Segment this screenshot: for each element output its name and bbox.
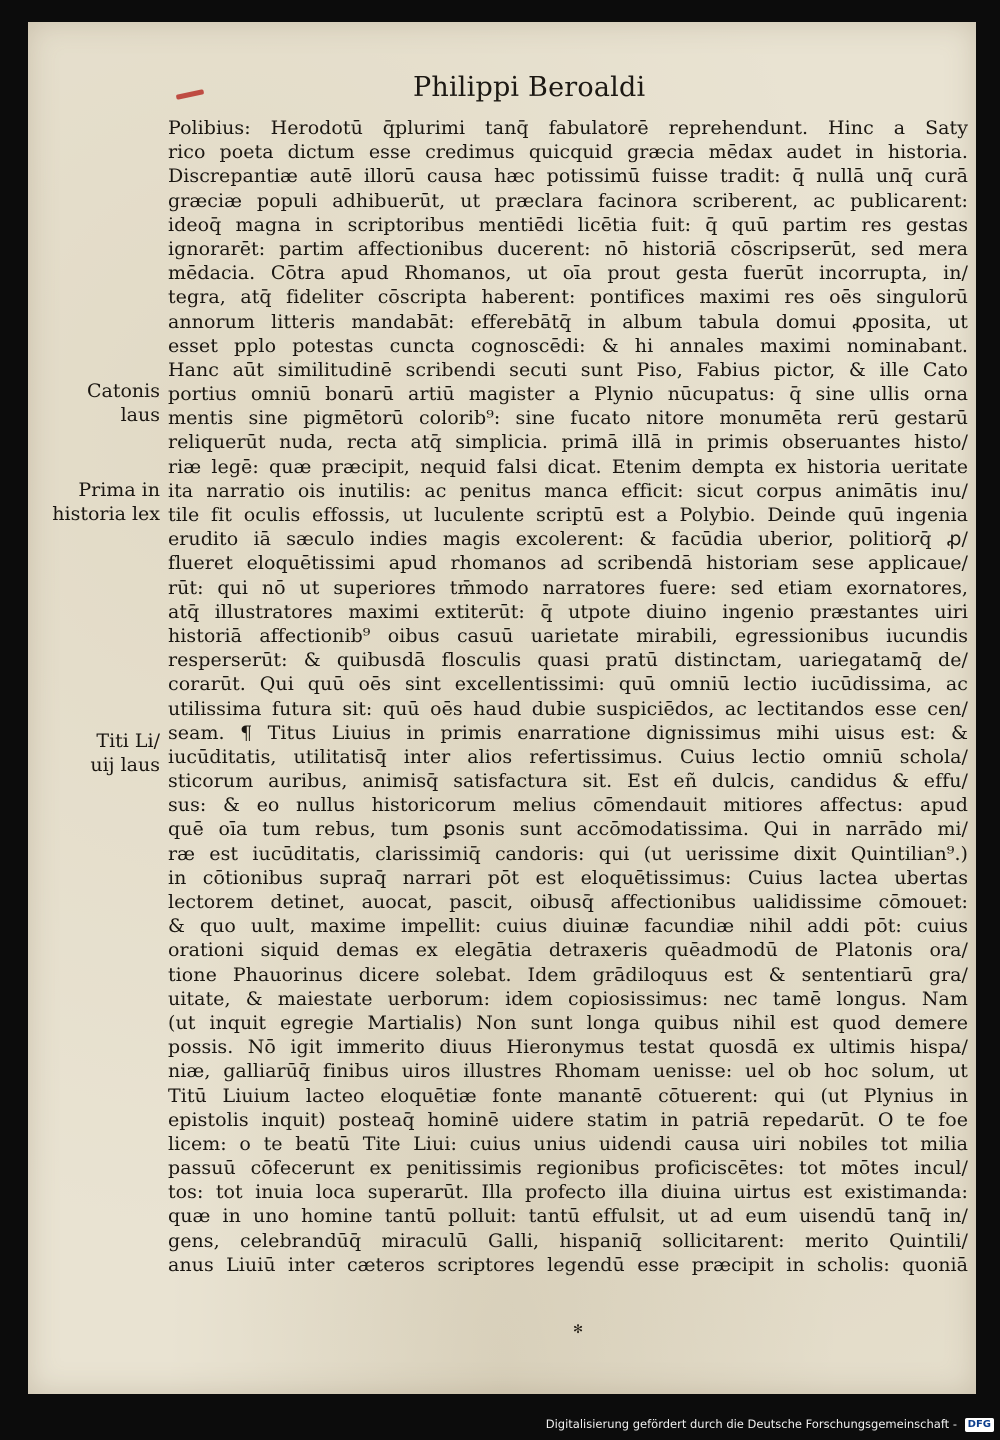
text-line: gens, celebrandūq̄ miraculū Galli, hispaniq̄ sollicitarent: merito Quintili/ <box>168 1229 968 1252</box>
text-line: ideoq̄ magna in scriptoribus mentiēdi licētia fuit: q̄ quū partim res gestas <box>168 213 968 236</box>
digitization-footer <box>546 1414 994 1434</box>
margin-note-line: uij laus <box>90 754 160 776</box>
text-line: anus Liuiū inter cæteros scriptores legendū esse præcipit in scholis: quoniā <box>168 1253 968 1276</box>
text-line: iucūditatis, utilitatisq̄ inter alios refertissimus. Cuius lectio omniū schola/ <box>168 745 968 768</box>
text-line: rūt: qui nō ut superiores tm̄modo narratores fuere: sed etiam exornatores, <box>168 576 968 599</box>
text-line: atq̄ illustratores maximi extiterūt: q̄ utpote diuino ingenio præstantes uiri <box>168 600 968 623</box>
text-line: tegra, atq̄ fideliter cōscripta haberent: pontifices maximi res oēs singulorū <box>168 286 968 309</box>
text-line: ignorarēt: partim affectionibus ducerent: nō historiā cōscripserūt, sed mera <box>168 237 968 260</box>
text-line: ita narratio ois inutilis: ac penitus manca efficit: sicut corpus animātis inu/ <box>168 479 968 502</box>
text-line: possis. Nō igit immerito diuus Hieronymus testat quosdā ex ultimis hispa/ <box>168 1036 968 1059</box>
text-line: reliquerūt nuda, recta atq̄ simplicia. primā illā in primis obseruantes histo/ <box>168 431 968 454</box>
text-line: (ut inquit egregie Martialis) Non sunt longa quibus nihil est quod demere <box>168 1011 968 1034</box>
text-line: in cōtionibus supraq̄ narrari pōt est eloquētissimus: Cuius lactea ubertas <box>168 866 968 889</box>
text-line: lectorem detinet, auocat, pascit, oibusq̄ affectionibus ualidissime cōmouet: <box>168 891 968 913</box>
dfg-logo-icon: DFG <box>965 1418 994 1432</box>
text-line: riæ legē: quæ præcipit, nequid falsi dicat. Etenim dempta ex historia ueritate <box>168 455 968 478</box>
text-line: esset pplo potestas cuncta cognoscēdi: & hi annales maximi nominabant. <box>168 334 968 357</box>
text-line: niæ, galliarūq̄ finibus uiros illustres Rhomam uenisse: uel ob hoc solum, ut <box>168 1060 968 1083</box>
margin-note-prima <box>44 478 160 526</box>
text-line: sus: & eo nullus historicorum melius cōmendauit mitiores affectus: apud <box>168 794 968 817</box>
text-line: sticorum auribus, animisq̄ satisfactura sit. Est eñ dulcis, candidus & effu/ <box>168 770 968 793</box>
text-line: Titū Liuium lacteo eloquētiæ fonte manantē cōtuerent: qui (ut Plynius in <box>168 1084 968 1107</box>
book-page <box>28 22 976 1394</box>
text-line: uitate, & maiestate uerborum: idem copiosissimus: nec tamē longus. Nam <box>168 987 968 1010</box>
text-line: Polibius: Herodotū q̄plurimi tanq̄ fabulatorē reprehendunt. Hinc a Saty <box>168 117 968 139</box>
text-line: resperserūt: & quibusdā flosculis quasi pratū distinctam, uariegatamq̄ de/ <box>168 649 968 672</box>
text-line: Discrepantiæ autē illorū causa hæc potissimū fuisse tradit: q̄ nullā unq̄ curā <box>168 165 968 188</box>
margin-note-line: Catonis <box>86 380 160 402</box>
margin-note-catonis <box>68 379 160 427</box>
text-line: corarūt. Qui quū oēs sint excellentissimi: quū omniū lectio iucūdissima, ac <box>168 673 968 696</box>
text-line: flueret eloquētissimi apud rhomanos ad scribendā historiam sese applicaue/ <box>168 552 968 575</box>
folio-ornament: ✻ <box>573 1322 584 1336</box>
text-line: Hanc aūt similitudinē scribendi secuti sunt Piso, Fabius pictor, & ille Cato <box>168 358 968 381</box>
margin-note-titi <box>68 729 160 777</box>
text-line: portius omniū bonarū artiū magister a Plynio nūcupatus: q̄ sine ullis orna <box>168 383 968 406</box>
text-line: tos: tot inuia loca superarūt. Illa profecto illa diuina uirtus est existimanda: <box>168 1181 968 1204</box>
text-line: ræ est iucūditatis, clarissimiq̄ candoris: qui (ut uerissime dixit Quintilian⁹.) <box>168 842 968 865</box>
text-line: mentis sine pigmētorū colorib⁹: sine fucato nitore monumēta rerū gestarū <box>168 407 968 430</box>
margin-note-line: Titi Li/ <box>96 730 160 752</box>
text-line: orationi siquid demas ex elegātia detraxeris quēadmodū de Platonis ora/ <box>168 939 968 962</box>
text-line: historiā affectionib⁹ oibus casuū uarietate mirabili, egressionibus iucundis <box>168 624 968 647</box>
text-line: rico poeta dictum esse credimus quicquid græcia mēdax audet in historia. <box>168 141 968 164</box>
margin-note-line: historia lex <box>52 503 160 525</box>
body-text-block <box>168 116 968 1277</box>
text-line: erudito iā sæculo indies magis excolerent: & facūdia uberior, politiorq̄ ꝓ/ <box>168 528 968 551</box>
text-line: & quo uult, maxime impellit: cuius diuinæ facundiæ nihil addi pōt: cuius <box>168 915 968 938</box>
text-line: utilissima futura sit: quū oēs haud dubie suspiciēdos, ac lectitandos esse cen/ <box>168 697 968 720</box>
footer-text: Digitalisierung gefördert durch die Deutsche Forschungsgemeinschaft - <box>545 1417 957 1431</box>
text-line: seam. ¶ Titus Liuius in primis enarratione dignissimus mihi uisus est: & <box>168 721 968 744</box>
margin-note-line: laus <box>120 404 160 426</box>
text-line: quæ in uno homine tantū polluit: tantū effulsit, ut ad eum uisendū tanq̄ in/ <box>168 1205 968 1228</box>
text-line: quē oīa tum rebus, tum ꝑsonis sunt accōmodatissima. Qui in narrādo mi/ <box>168 818 968 841</box>
text-line: tile fit oculis effossis, ut luculente scriptū est a Polybio. Deinde quū ingenia <box>168 504 968 526</box>
text-line: annorum litteris mandabāt: efferebātq̄ in album tabula domui ꝓposita, ut <box>168 310 968 333</box>
text-line: tione Phauorinus dicere solebat. Idem grādiloquus est & sententiarū gra/ <box>168 963 968 986</box>
text-line: epistolis inquit) posteaq̄ hominē uidere statim in patriā repedarūt. O te foe <box>168 1108 968 1131</box>
running-head: Philippi Beroaldi <box>413 72 646 103</box>
text-line: mēdacia. Cōtra apud Rhomanos, ut oīa prout gesta fuerūt incorrupta, in/ <box>168 262 968 285</box>
text-line: græciæ populi adhibuerūt, ut præclara facinora scriberent, ac publicarent: <box>168 189 968 212</box>
text-line: licem: o te beatū Tite Liui: cuius unius uidendi causa uiri nobiles tot milia <box>168 1132 968 1155</box>
red-ink-mark <box>176 89 204 100</box>
text-line: passuū cōfecerunt ex penitissimis regionibus proficiscētes: tot mōtes incul/ <box>168 1157 968 1180</box>
margin-note-line: Prima in <box>78 479 160 501</box>
